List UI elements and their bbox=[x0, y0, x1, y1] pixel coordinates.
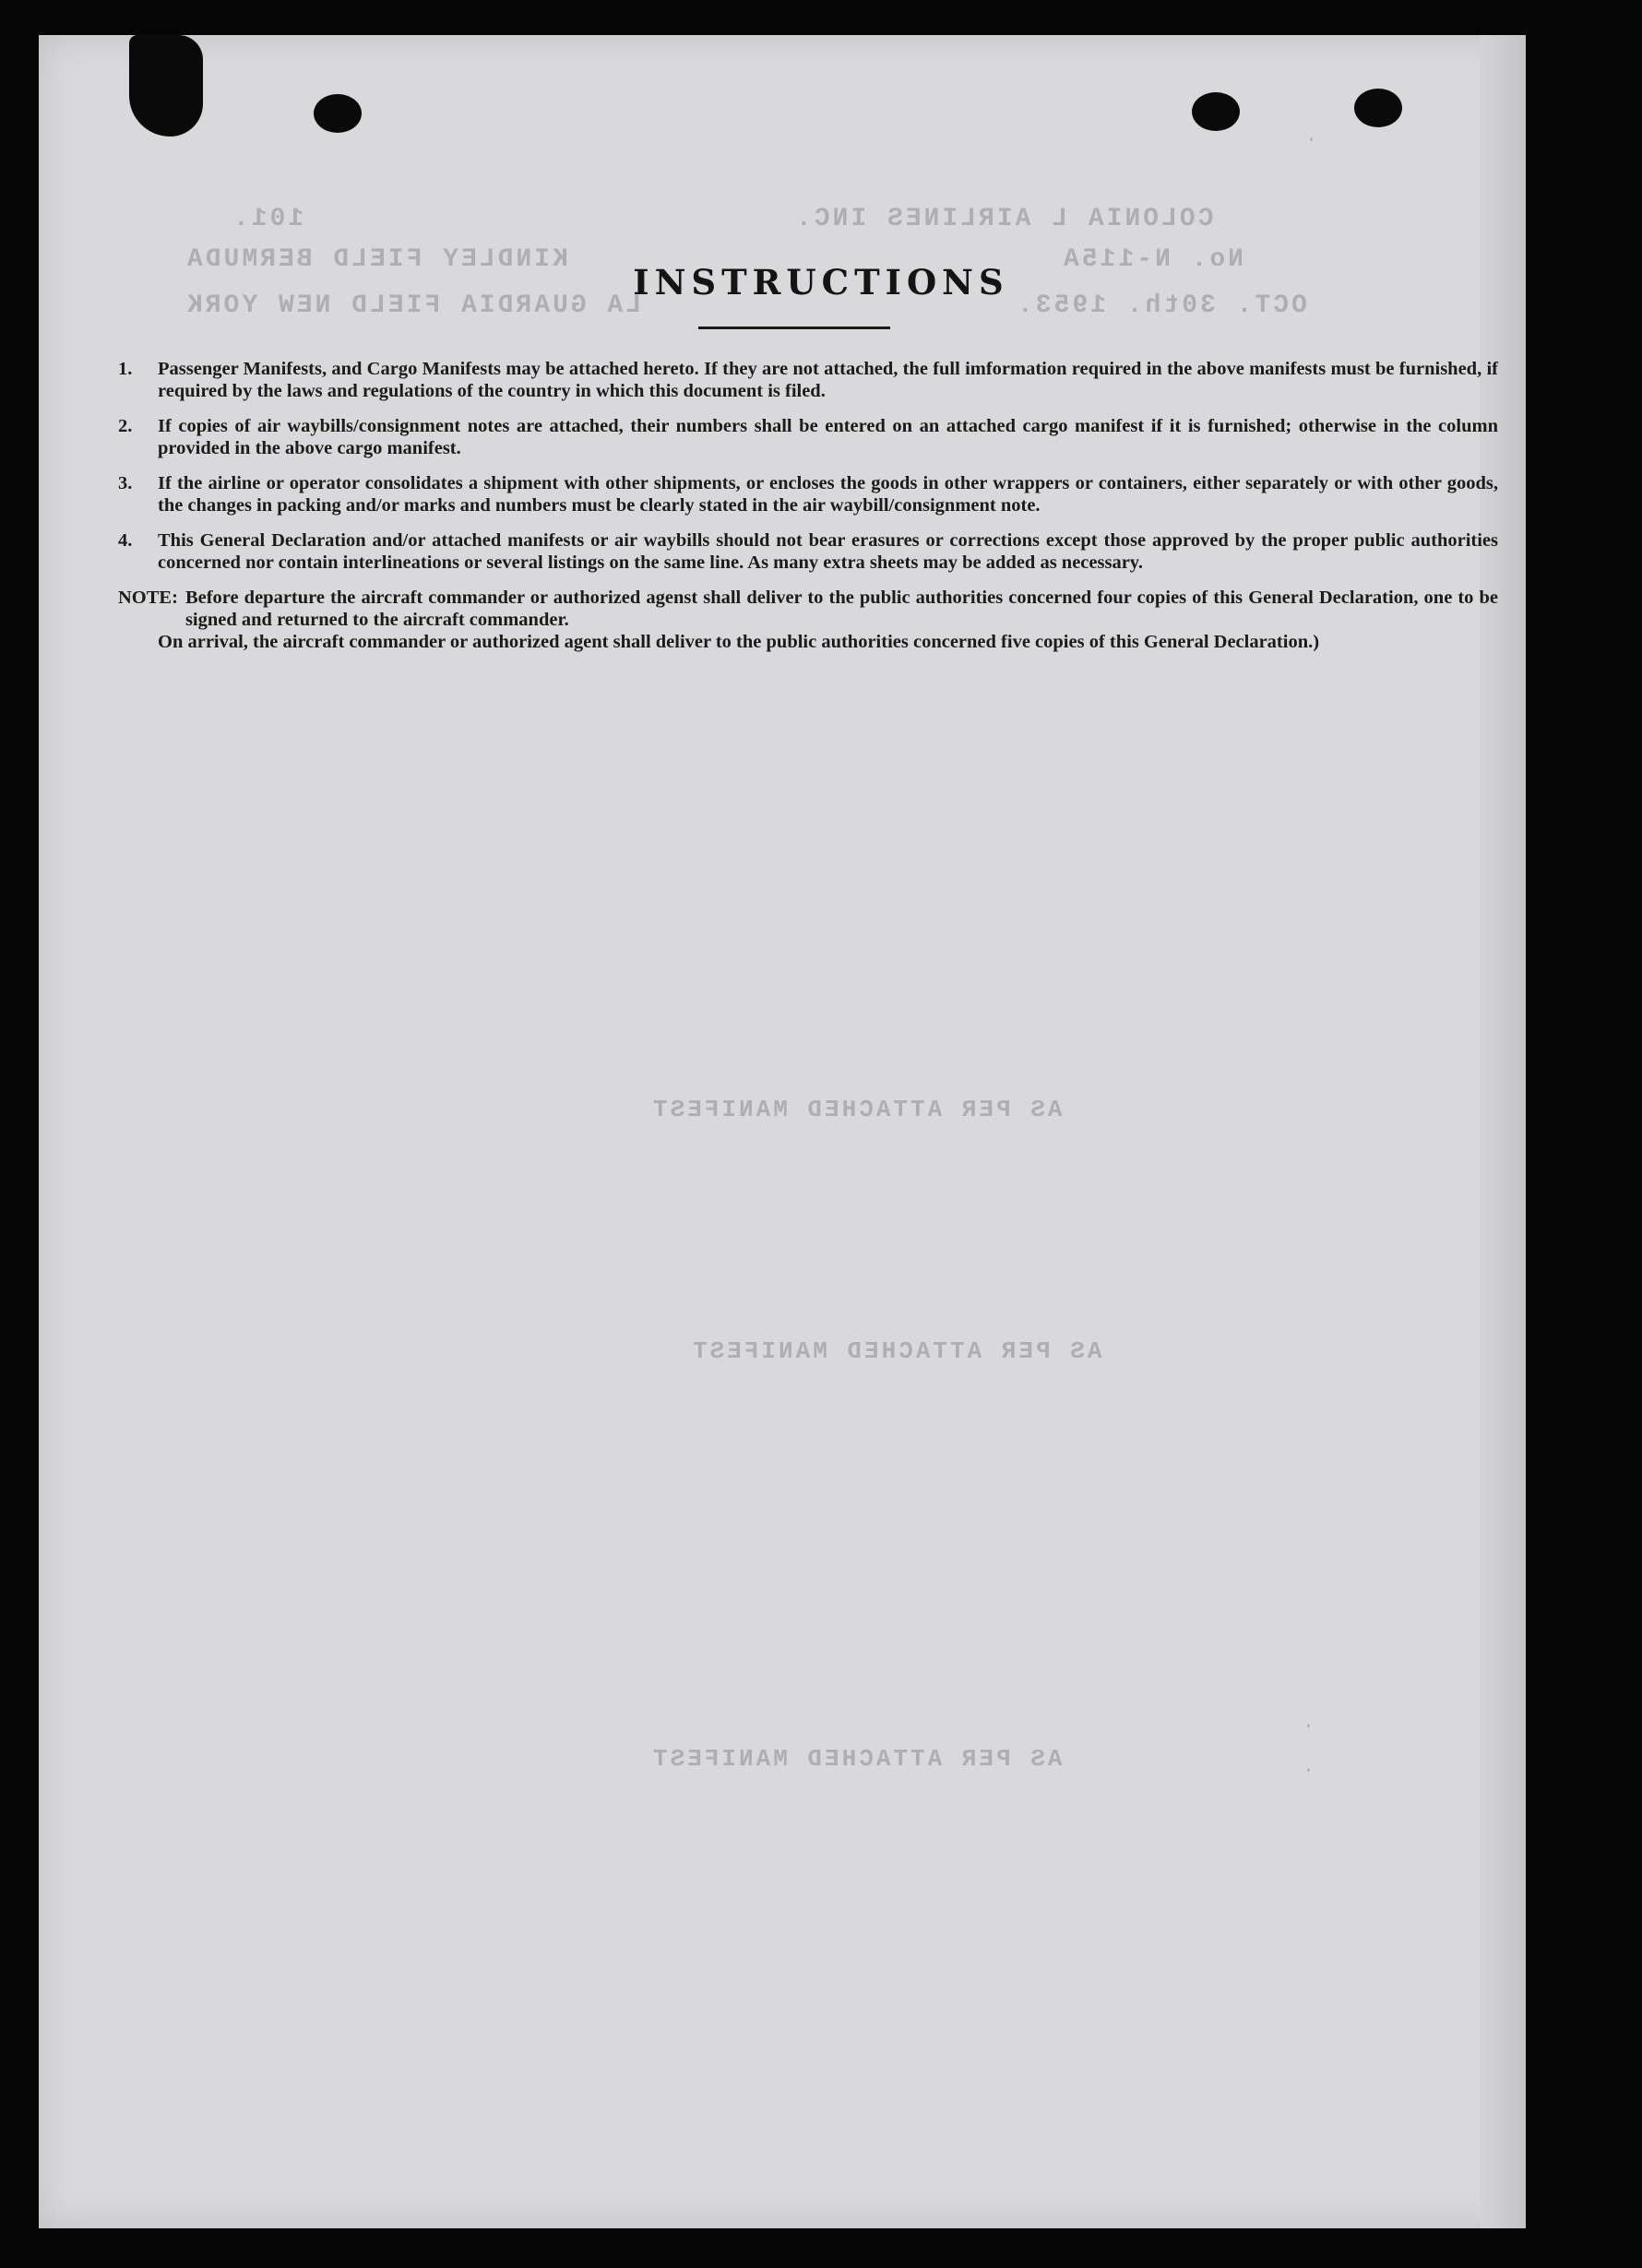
bleed-operator: COLONIA L AIRLINES INC. bbox=[793, 205, 1214, 233]
note-section bbox=[118, 587, 1498, 631]
punch-hole-left bbox=[314, 94, 362, 133]
bleed-arrival: LA GUARDIA FIELD NEW YORK bbox=[184, 291, 642, 320]
list-item bbox=[118, 358, 1498, 402]
instructions-list bbox=[118, 358, 1498, 653]
ink-speck: · bbox=[1305, 1760, 1312, 1783]
title-underline bbox=[698, 327, 890, 329]
item-number: 4. bbox=[118, 530, 133, 551]
ink-speck: · bbox=[1305, 1716, 1312, 1739]
note-text-departure: Before departure the aircraft commander or authorized agenst shall deliver to the public authorities concerned four copies of this General Declaration, one to be signed and returned to the aircraft commander. bbox=[184, 588, 1498, 630]
list-item bbox=[118, 472, 1498, 517]
punch-hole-right-2 bbox=[1354, 89, 1402, 127]
note-text-arrival: On arrival, the aircraft commander or authorized agent shall deliver to the public authorities concerned five copies of this General Declaration.) bbox=[158, 632, 1320, 652]
bleed-manifest-1: AS PER ATTACHED MANIFEST bbox=[650, 1096, 1063, 1123]
item-text: If copies of air waybills/consignment notes are attached, their numbers shall be entered on an attached cargo manifest if it is furnished; otherwise in the column provided in the above cargo manifest. bbox=[158, 416, 1498, 458]
bleed-registration: No. N-115A bbox=[1061, 245, 1244, 274]
item-number: 2. bbox=[118, 416, 133, 436]
punch-hole-right-1 bbox=[1192, 92, 1240, 131]
bleed-flight-number: 101. bbox=[231, 205, 304, 233]
page-title: INSTRUCTIONS bbox=[633, 262, 1009, 303]
torn-corner bbox=[129, 35, 203, 137]
item-number: 1. bbox=[118, 359, 133, 379]
bleed-departure: KINDLEY FIELD BERMUDA bbox=[184, 245, 568, 274]
item-text: If the airline or operator consolidates a shipment with other shipments, or encloses the goods in other wrappers or containers, either separately or with other goods, the changes in packing and/or marks and numbers must be clearly stated in the air waybill/consignment note. bbox=[158, 473, 1498, 516]
item-text: This General Declaration and/or attached manifests or air waybills should not bear erasures or corrections except those approved by the proper public authorities concerned nor contain interlineations or several listings on the same line. As many extra sheets may be added as necessary. bbox=[158, 530, 1498, 573]
bleed-manifest-2: AS PER ATTACHED MANIFEST bbox=[690, 1337, 1102, 1365]
bleed-manifest-3: AS PER ATTACHED MANIFEST bbox=[650, 1745, 1063, 1773]
list-item bbox=[118, 529, 1498, 574]
list-item bbox=[118, 415, 1498, 459]
item-text: Passenger Manifests, and Cargo Manifests may be attached hereto. If they are not attached, the full imformation required in the above manifests must be furnished, if required by the laws and regulations of the country in which this document is filed. bbox=[158, 359, 1498, 401]
item-number: 3. bbox=[118, 473, 133, 493]
ink-speck: · bbox=[1308, 129, 1315, 152]
bleed-date: OCT. 30th. 1953. bbox=[1015, 291, 1307, 320]
note-label: NOTE: bbox=[118, 588, 178, 608]
